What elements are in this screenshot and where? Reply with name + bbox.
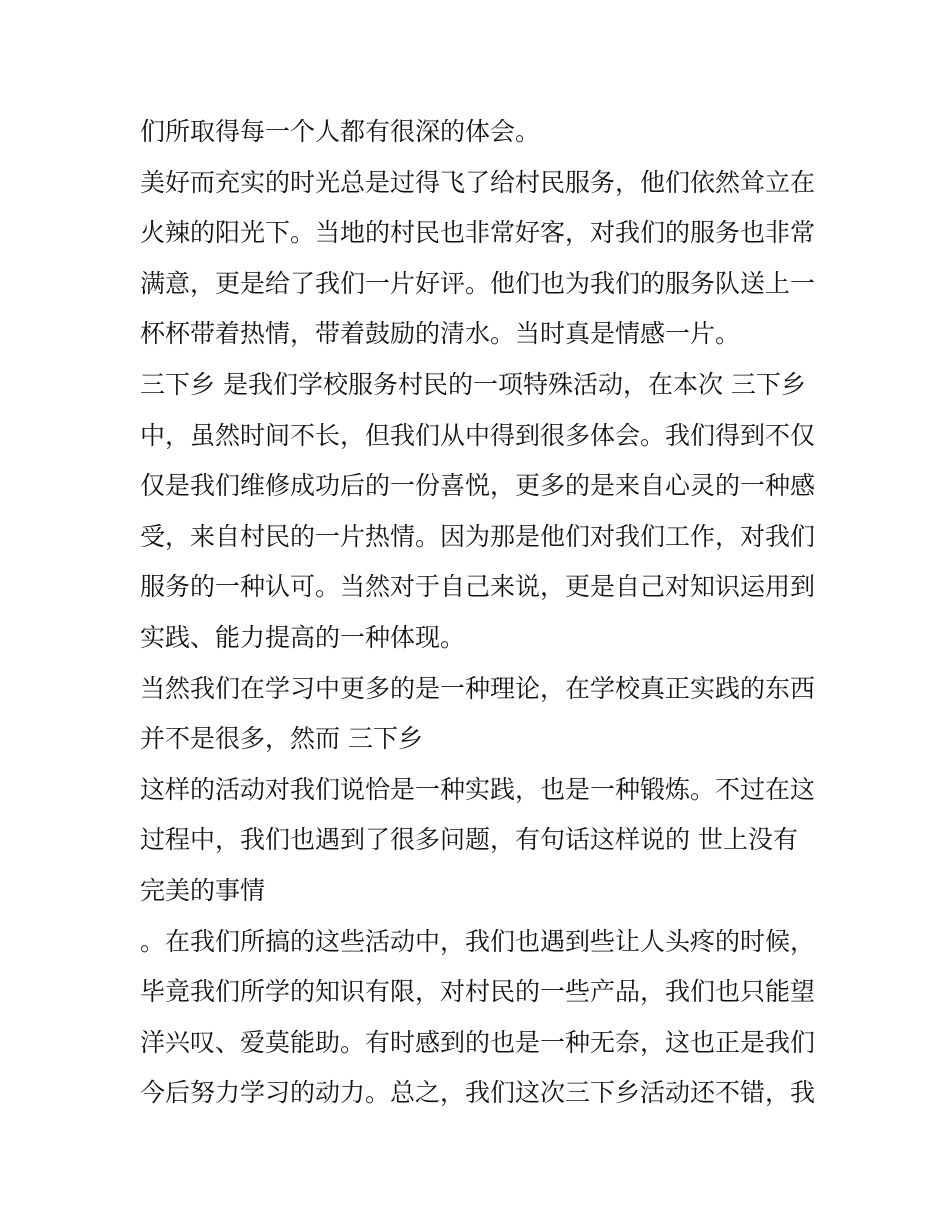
text-line: 仅是我们维修成功后的一份喜悦，更多的是来自心灵的一种感 <box>140 471 816 501</box>
text-line: 今后努力学习的动力。总之，我们这次三下乡活动还不错，我 <box>140 1078 816 1108</box>
text-line: 完美的事情 <box>140 875 266 905</box>
text-line: 们所取得每一个人都有很深的体会。 <box>140 117 541 146</box>
text-line: 并不是很多，然而 三下乡 <box>140 724 423 754</box>
text-line: 美好而充实的时光总是过得飞了给村民服务，他们依然耸立在 <box>140 167 816 197</box>
text-line: 满意，更是给了我们一片好评。他们也为我们的服务队送上一 <box>140 268 816 298</box>
text-line: 毕竟我们所学的知识有限，对村民的一些产品，我们也只能望 <box>140 977 816 1007</box>
body-text <box>140 107 820 1119</box>
text-line: 。在我们所搞的这些活动中，我们也遇到些让人头疼的时候， <box>140 926 816 956</box>
text-line: 这样的活动对我们说恰是一种实践，也是一种锻炼。不过在这 <box>140 774 816 804</box>
text-line: 火辣的阳光下。当地的村民也非常好客，对我们的服务也非常 <box>140 218 816 248</box>
text-line: 当然我们在学习中更多的是一种理论，在学校真正实践的东西 <box>140 673 816 703</box>
text-line: 受，来自村民的一片热情。因为那是他们对我们工作，对我们 <box>140 521 816 551</box>
text-line: 洋兴叹、爱莫能助。有时感到的也是一种无奈，这也正是我们 <box>140 1027 816 1057</box>
text-line: 三下乡 是我们学校服务村民的一项特殊活动，在本次 三下乡 <box>140 369 806 399</box>
text-line: 中，虽然时间不长，但我们从中得到很多体会。我们得到不仅 <box>140 420 816 450</box>
text-line: 实践、能力提高的一种体现。 <box>140 622 466 652</box>
text-line: 服务的一种认可。当然对于自己来说，更是自己对知识运用到 <box>140 572 816 602</box>
text-line: 杯杯带着热情，带着鼓励的清水。当时真是情感一片。 <box>140 319 741 349</box>
text-line: 过程中，我们也遇到了很多问题，有句话这样说的 世上没有 <box>140 825 798 855</box>
